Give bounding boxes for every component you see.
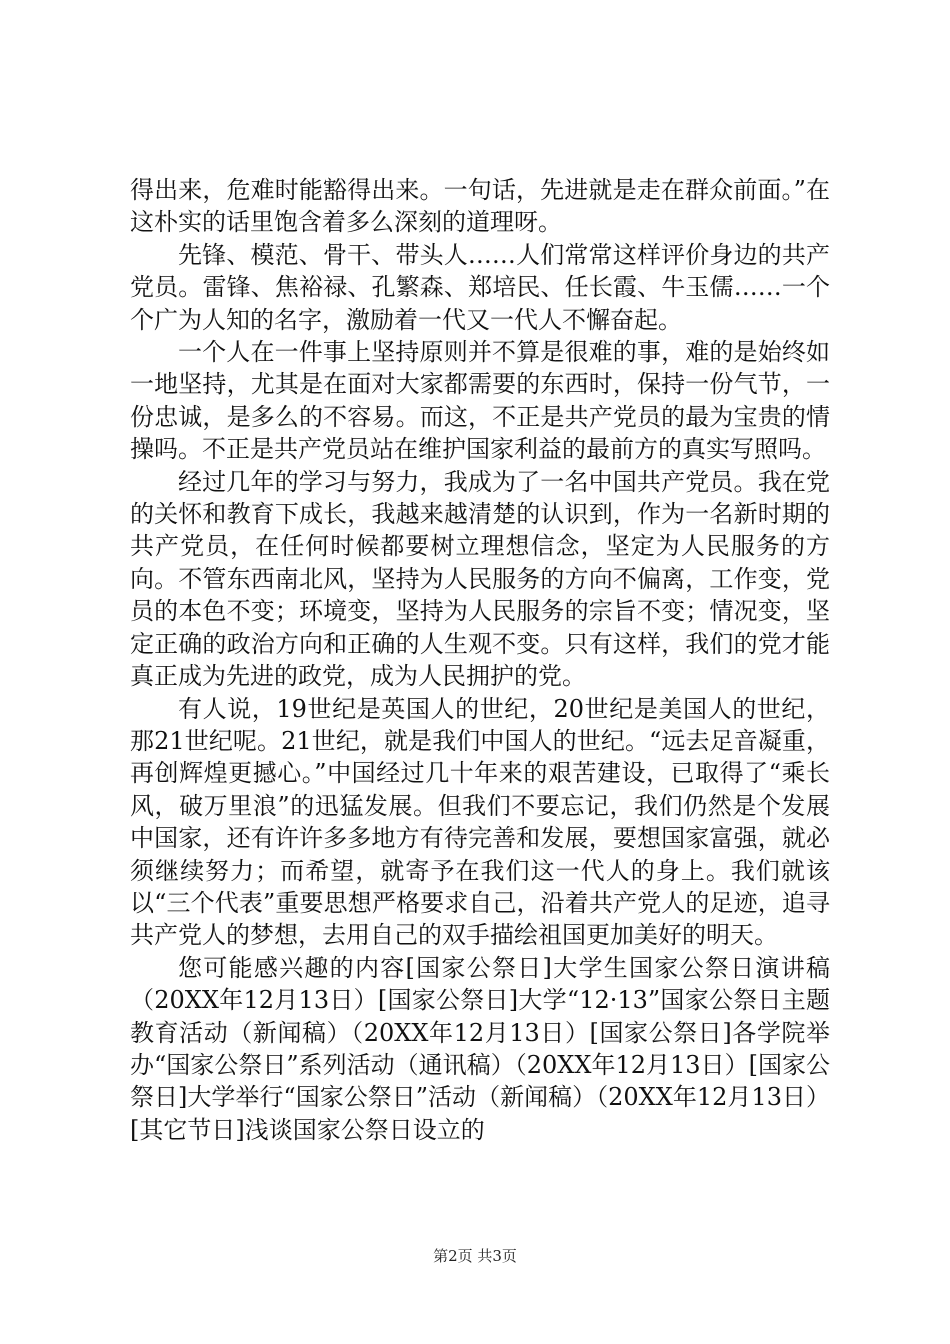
page-number-footer: 第2页 共3页	[433, 1247, 517, 1265]
document-body	[130, 174, 830, 1146]
paragraph-century: 有人说，19世纪是英国人的世纪，20世纪是美国人的世纪，那21世纪呢。21世纪，就是我们中国人的世纪。“远去足音凝重，再创辉煌更撼心。”中国经过几十年来的艰苦建设，已取得了“乘长风，破万里浪”的迅猛发展。但我们不要忘记，我们仍然是个发展中国家，还有许许多多地方有待完善和发展，要想国家富强，就必须继续努力；而希望，就寄予在我们这一代人的身上。我们就该以“三个代表”重要思想严格要求自己，沿着共产党人的足迹，追寻共产党人的梦想，去用自己的双手描绘祖国更加美好的明天。	[130, 694, 830, 950]
paragraph-related-content: 您可能感兴趣的内容[国家公祭日]大学生国家公祭日演讲稿（20XX年12月13日）[国家公祭日]大学“12·13”国家公祭日主题教育活动（新闻稿）（20XX年12月13日）[国家公祭日]各学院举办“国家公祭日”系列活动（通讯稿）（20XX年12月13日）[国家公祭日]大学举行“国家公祭日”活动（新闻稿）（20XX年12月13日）[其它节日]浅谈国家公祭日设立的	[130, 953, 830, 1144]
paragraph-vanguard-models: 先锋、模范、骨干、带头人……人们常常这样评价身边的共产党员。雷锋、焦裕禄、孔繁森、郑培民、任长霞、牛玉儒……一个个广为人知的名字，激励着一代又一代人不懈奋起。	[130, 240, 830, 334]
paragraph-party-member: 经过几年的学习与努力，我成为了一名中国共产党员。我在党的关怀和教育下成长，我越来越清楚的认识到，作为一名新时期的共产党员，在任何时候都要树立理想信念，坚定为人民服务的方向。不管东西南北风，坚持为人民服务的方向不偏离，工作变，党员的本色不变；环境变，坚持为人民服务的宗旨不变；情况变，坚定正确的政治方向和正确的人生观不变。只有这样，我们的党才能真正成为先进的政党，成为人民拥护的党。	[130, 467, 830, 691]
paragraph-principle: 一个人在一件事上坚持原则并不算是很难的事，难的是始终如一地坚持，尤其是在面对大家都需要的东西时，保持一份气节，一份忠诚，是多么的不容易。而这，不正是共产党员的最为宝贵的情操吗。不正是共产党员站在维护国家利益的最前方的真实写照吗。	[130, 338, 830, 464]
paragraph-continuation: 得出来，危难时能豁得出来。一句话，先进就是走在群众前面。”在这朴实的话里饱含着多么深刻的道理呀。	[130, 176, 830, 237]
